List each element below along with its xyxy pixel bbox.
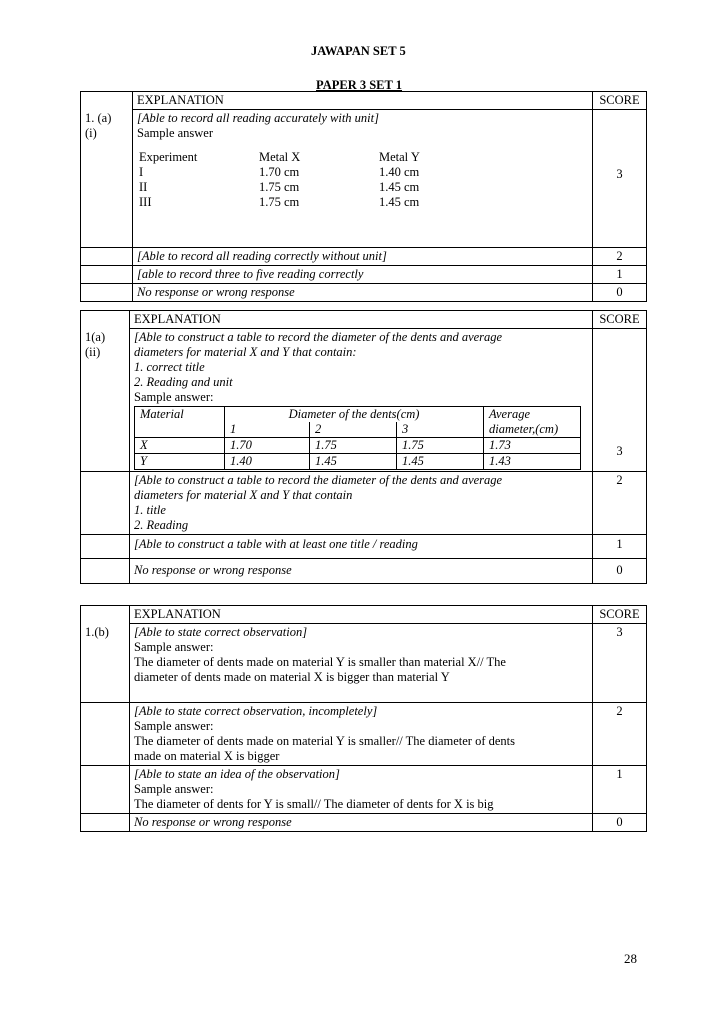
table-cell: Y (135, 454, 225, 470)
explanation-header: EXPLANATION (130, 311, 593, 329)
sample-answer-table (137, 150, 437, 210)
table-header: 1 (225, 422, 310, 438)
score-cell: 3 (593, 110, 647, 248)
section2-table (80, 310, 647, 584)
criterion-cell: [Able to state correct observation, incompletely] Sample answer: The diameter of dents made on material Y is smaller// The diameter of dents made on material X is bigger (130, 703, 593, 766)
explanation-header: EXPLANATION (130, 606, 593, 624)
table-cell: 1.73 (484, 438, 581, 454)
table-header: Average (484, 407, 581, 423)
question-number: 1. (a) (i) (81, 110, 133, 248)
score-cell: 2 (593, 472, 647, 535)
table-cell: 1.75 cm (259, 180, 300, 194)
table-cell: X (135, 438, 225, 454)
score-cell: 2 (593, 247, 647, 265)
criterion-cell: [Able to state correct observation] Sample answer: The diameter of dents made on material Y is smaller than material X// The diameter of dents made on material X is bigger than material Y (130, 624, 593, 703)
criterion-cell: [Able to construct a table to record the diameter of the dents and average diameters for material X and Y that contain 1. title 2. Reading (130, 472, 593, 535)
section3-table (80, 605, 647, 832)
table-cell: 1.40 (225, 454, 310, 470)
table-cell: 1.70 cm (259, 165, 300, 179)
section1-table (80, 91, 647, 302)
table-header: Experiment (139, 150, 198, 164)
table-cell: 1.40 cm (379, 165, 420, 179)
page-title: JAWAPAN SET 5 (311, 44, 406, 58)
score-header: SCORE (593, 311, 647, 329)
table-header: diameter,(cm) (484, 422, 581, 438)
criterion-cell: [Able to record all reading accurately with unit] Sample answer Experiment Metal X Metal Y I 1.70 cm 1.40 cm II 1.75 cm 1.45 cm III 1.75 cm 1.45 cm (133, 110, 593, 248)
table-header: Metal Y (379, 150, 420, 164)
table-header: Diameter of the dents(cm) (225, 407, 484, 423)
score-cell: 3 (593, 329, 647, 472)
score-cell: 1 (593, 265, 647, 283)
score-cell: 0 (593, 283, 647, 301)
criterion-cell: No response or wrong response (133, 283, 593, 301)
criterion-cell: [Able to construct a table to record the diameter of the dents and average diameters for material X and Y that contain: 1. correct title 2. Reading and unit Sample answer: Material Diameter of the dents(cm) Average 1 2 3 diameter,(cm) X 1.70 1.75 1.75 1.73 Y 1.40 1.45 1.45 1.43 (130, 329, 593, 472)
score-cell: 0 (593, 559, 647, 584)
table-header: 2 (310, 422, 397, 438)
sample-answer-table (134, 406, 581, 470)
table-cell: 1.75 cm (259, 195, 300, 209)
question-number: 1.(b) (81, 624, 130, 703)
explanation-header: EXPLANATION (133, 92, 593, 110)
table-cell: I (139, 165, 144, 179)
table-header: 3 (397, 422, 484, 438)
criterion-cell: No response or wrong response (130, 559, 593, 584)
score-cell: 3 (593, 624, 647, 703)
table-cell: 1.45 (310, 454, 397, 470)
criterion-cell: [Able to construct a table with at least one title / reading (130, 535, 593, 559)
table-header: Material (135, 407, 225, 423)
table-cell: 1.75 (397, 438, 484, 454)
question-number: 1(a) (ii) (81, 329, 130, 472)
criterion-cell: [Able to state an idea of the observation] Sample answer: The diameter of dents for Y is small// The diameter of dents for X is big (130, 766, 593, 814)
table-header: Metal X (259, 150, 301, 164)
score-cell: 1 (593, 535, 647, 559)
table-cell: III (139, 195, 152, 209)
page-number: 28 (624, 951, 637, 966)
table-cell: 1.45 cm (379, 180, 420, 194)
criterion-cell: [Able to record all reading correctly without unit] (133, 247, 593, 265)
score-cell: 1 (593, 766, 647, 814)
page-subtitle: PAPER 3 SET 1 (316, 78, 403, 92)
score-header: SCORE (593, 606, 647, 624)
table-cell: 1.70 (225, 438, 310, 454)
score-header: SCORE (593, 92, 647, 110)
table-cell: 1.45 cm (379, 195, 420, 209)
criterion-cell: No response or wrong response (130, 814, 593, 832)
table-cell: 1.43 (484, 454, 581, 470)
score-cell: 0 (593, 814, 647, 832)
table-cell: 1.45 (397, 454, 484, 470)
table-cell: II (139, 180, 148, 194)
table-cell: 1.75 (310, 438, 397, 454)
score-cell: 2 (593, 703, 647, 766)
criterion-cell: [able to record three to five reading correctly (133, 265, 593, 283)
